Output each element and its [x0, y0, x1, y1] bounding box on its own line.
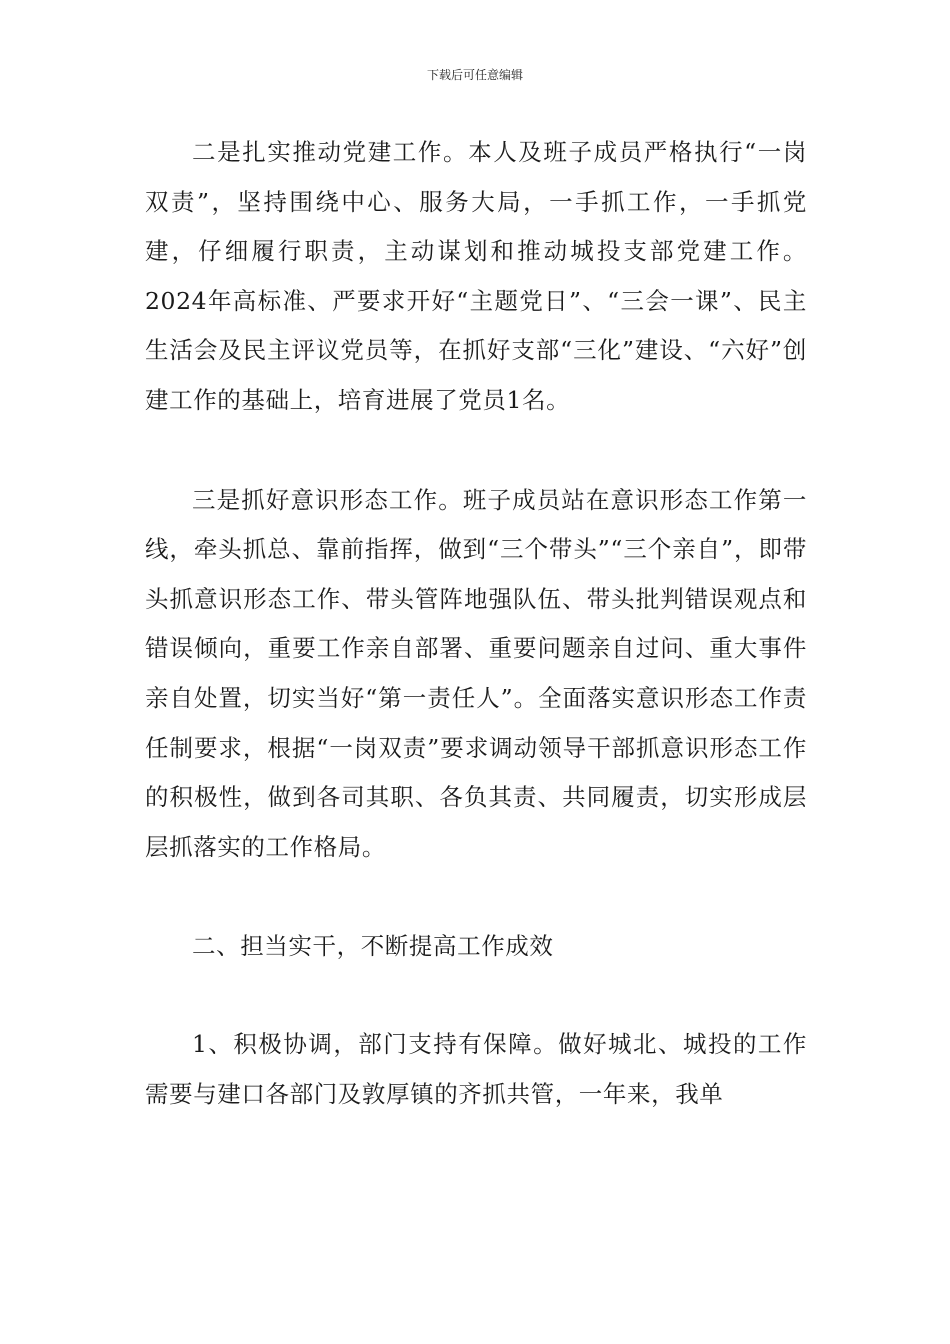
paragraph-ideology-work: 三是抓好意识形态工作。班子成员站在意识形态工作第一线，牵头抓总、靠前指挥，做到“三个带头”“三个亲自”，即带头抓意识形态工作、带头管阵地强队伍、带头批判错误观点和错误倾向，重要工作亲自部署、重要问题亲自过问、重大事件亲自处置，切实当好“第一责任人”。全面落实意识形态工作责任制要求，根据“一岗双责”要求调动领导干部抓意识形态工作的积极性，做到各司其职、各负其责、共同履责，切实形成层层抓落实的工作格局。	[145, 485, 807, 861]
document-body	[145, 128, 807, 1119]
section-heading: 二、担当实干，不断提高工作成效	[192, 932, 554, 961]
paragraph-coordination: 1、积极协调，部门支持有保障。做好城北、城投的工作需要与建口各部门及敦厚镇的齐抓共管，一年来，我单	[145, 1029, 807, 1108]
page-header-note: 下载后可任意编辑	[426, 68, 523, 82]
paragraph-party-building: 二是扎实推动党建工作。本人及班子成员严格执行“一岗双责”，坚持围绕中心、服务大局，一手抓工作，一手抓党建，仔细履行职责，主动谋划和推动城投支部党建工作。2024年高标准、严要求开好“主题党日”、“三会一课”、民主生活会及民主评议党员等，在抓好支部“三化”建设、“六好”创建工作的基础上，培育进展了党员1名。	[145, 138, 807, 414]
